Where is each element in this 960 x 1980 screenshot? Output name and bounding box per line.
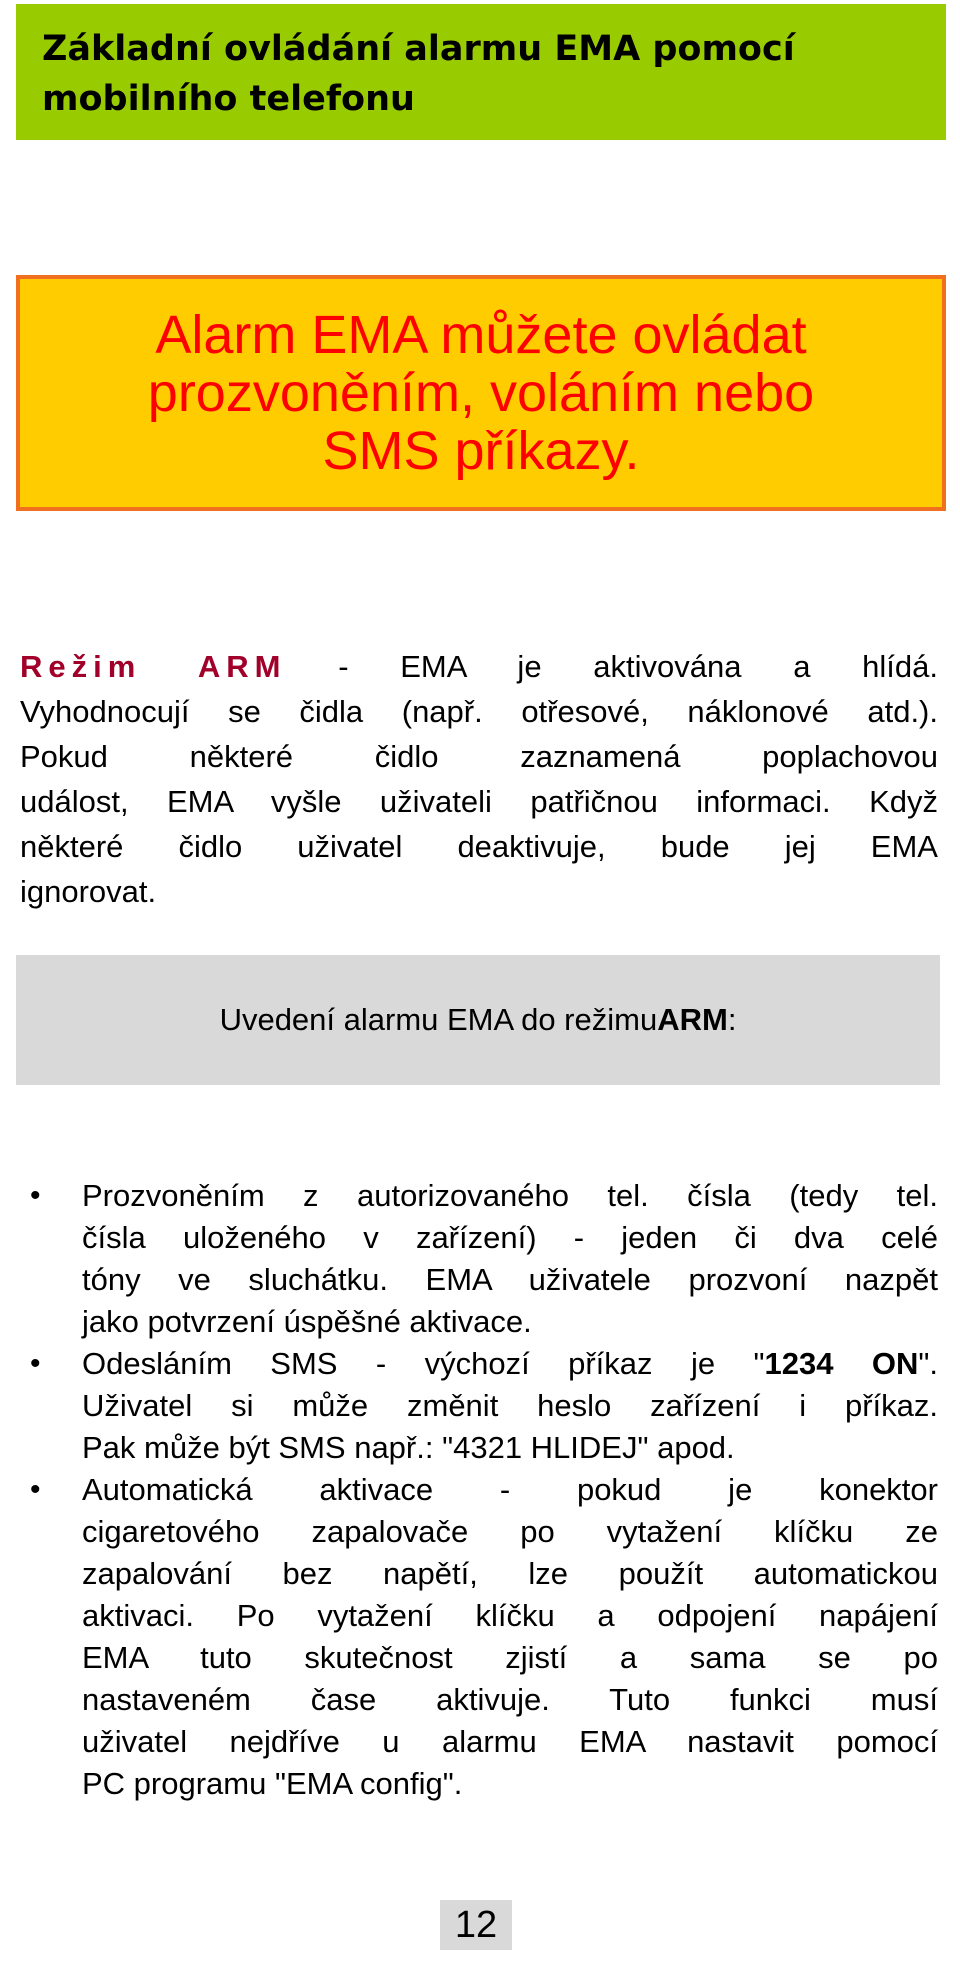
callout-line-1: Alarm EMA můžete ovládat [155,305,807,365]
arm-line-4: událost, EMA vyšle uživateli patřičnou informaci. Když [20,784,938,819]
bullet-icon: • [30,1347,41,1380]
arm-mode-description [20,644,938,914]
activation-methods-list [20,1175,938,1805]
list-item: • Odesláním SMS - výchozí příkaz je "1234 ON". Uživatel si může změnit heslo zařízení i příkaz. Pak může být SMS např.: "4321 HLIDEJ" apod. [20,1343,938,1469]
bullet-icon: • [30,1179,41,1212]
section-heading: Uvedení alarmu EMA do režimu ARM : [16,955,940,1085]
title-line-2: mobilního telefonu [42,79,415,119]
page-title [42,24,920,124]
list-item: • Prozvoněním z autorizovaného tel. čísla (tedy tel. čísla uloženého v zařízení) - jeden či dva celé tóny ve sluchátku. EMA uživatele prozvoní nazpět jako potvrzení úspěšné aktivace. [20,1175,938,1343]
callout-line-3: SMS příkazy. [322,421,640,481]
arm-line-3: Pokud některé čidlo zaznamená poplachovou [20,739,938,774]
list-item: • Automatická aktivace - pokud je konektor cigaretového zapalovače po vytažení klíčku ze zapalování bez napětí, lze použít automatickou aktivaci. Po vytažení klíčku a odpojení napájení EMA tuto skutečnost zjistí a sama se po nastaveném čase aktivuje. Tuto funkci musí uživatel nejdříve u alarmu EMA nastavit pomocí PC programu "EMA config". [20,1469,938,1805]
highlight-callout [16,275,946,511]
arm-line-1: Režim ARM - EMA je aktivována a hlídá. [20,649,939,684]
arm-line-2: Vyhodnocují se čidla (např. otřesové, náklonové atd.). [20,694,938,729]
page-header [16,4,946,140]
arm-line-5: některé čidlo uživatel deaktivuje, bude jej EMA [20,829,938,864]
callout-line-2: prozvoněním, voláním nebo [147,363,815,423]
bullet-icon: • [30,1473,41,1506]
sms-command: 1234 ON [764,1346,919,1381]
arm-mode-term: Režim ARM [20,649,287,684]
callout-text [71,306,891,480]
title-line-1: Základní ovládání alarmu EMA pomocí [42,29,795,69]
section-heading-bold: ARM [657,1002,728,1037]
page-number: 12 [440,1900,512,1950]
arm-line-6: ignorovat. [20,874,157,909]
